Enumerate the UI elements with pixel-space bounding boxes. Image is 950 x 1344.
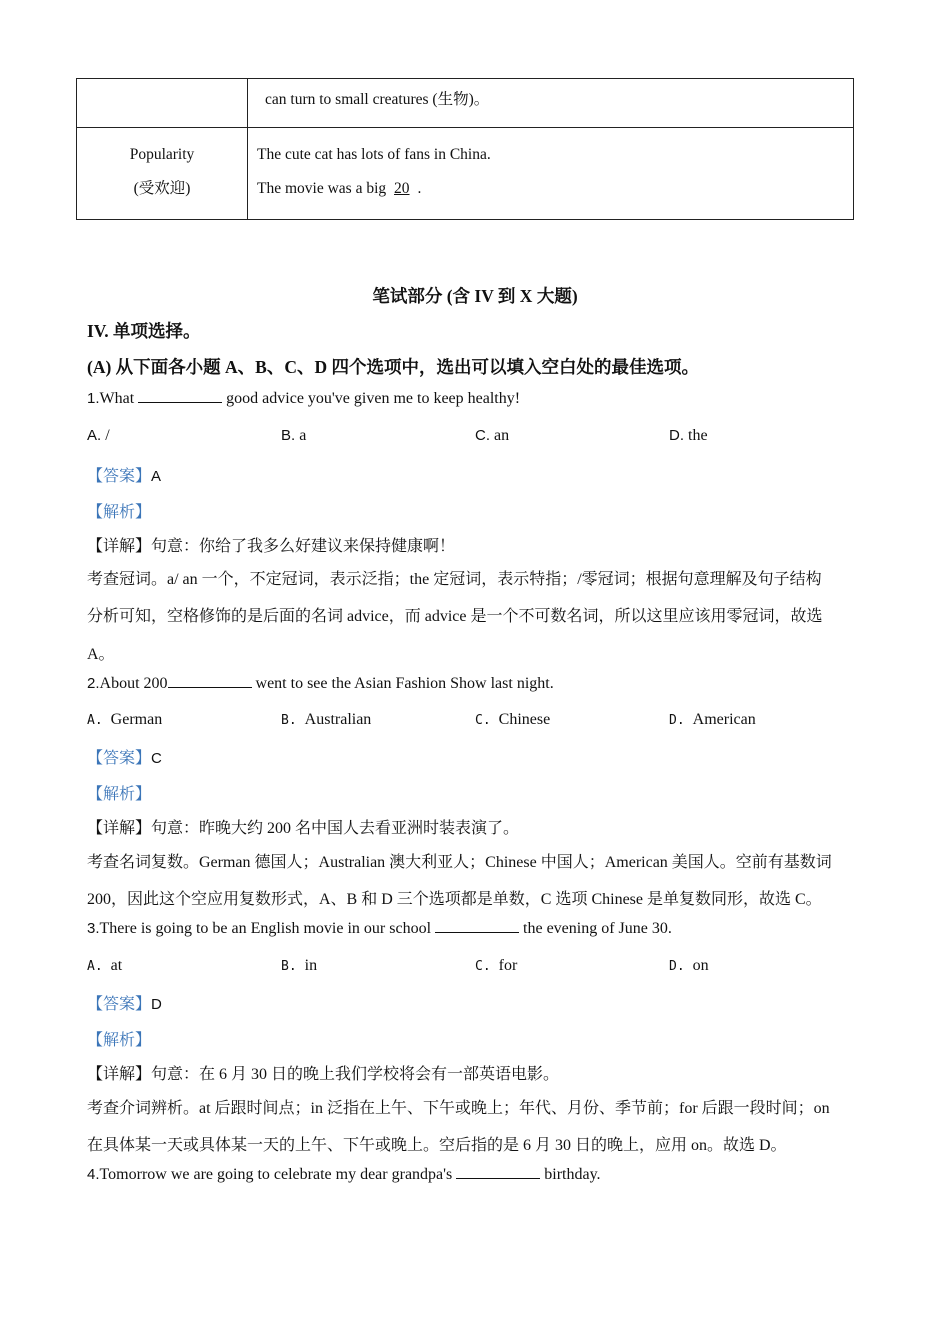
option-letter: D. [669,427,684,444]
answer-value: A [151,468,162,485]
detail-label: 【详解】 [87,1066,152,1083]
option-letter: D. [669,713,685,728]
analysis-label: 【解析】 [87,504,152,521]
detail-label: 【详解】 [87,820,152,837]
table-text-pre: The movie was a big [257,180,387,197]
analysis-label: 【解析】 [87,786,152,803]
question-text-pre: Tomorrow we are going to celebrate my dear grandpa's [99,1166,453,1183]
answer-blank [456,1166,540,1179]
option-a [87,711,162,729]
answer-blank [138,390,222,403]
table-text: can turn to small creatures (生物)。 [265,91,490,108]
instruction: (A) 从下面各小题 A、B、C、D 四个选项中，选出可以填入空白处的最佳选项。 [87,357,700,377]
option-b [281,711,371,729]
answer-blank [168,675,252,688]
table-row [77,128,854,220]
blank-20: 20 [394,180,410,197]
table-text-post: . [417,180,422,197]
option-letter: C. [475,959,491,974]
question-text-pre: What [99,390,135,407]
option-c [475,427,509,445]
option-text: American [692,711,756,728]
option-text: an [494,427,510,444]
question-text-post: the evening of June 30. [523,920,672,937]
option-text: / [105,427,110,444]
option-c [475,957,517,975]
question-number: 1. [87,390,100,407]
table-cell [248,79,854,128]
table-text: The cute cat has lots of fans in China. [257,146,491,163]
question-text-pre: There is going to be an English movie in our school [99,920,432,937]
question-number: 4. [87,1166,100,1183]
option-d [669,427,708,445]
option-text: at [110,957,123,974]
question-text-pre: About 200 [99,675,168,692]
section-title: 笔试部分 (含 IV 到 X 大题) [372,286,578,306]
detail-line [87,815,519,838]
option-letter: B. [281,713,297,728]
explanation-line: 分析可知，空格修饰的是后面的名词 advice，而 advice 是一个不可数名词，所以这里应该用零冠词，故选 [87,608,823,625]
answer-line [87,991,162,1014]
detail-line [87,533,455,556]
explanation-line: 200，因此这个空应用复数形式，A、B 和 D 三个选项都是单数，C 选项 Chinese 是单复数同形，故选 C。 [87,891,822,908]
analysis-label: 【解析】 [87,1032,152,1049]
question-4 [87,1166,601,1184]
option-c [475,711,550,729]
table-cell-term [77,128,248,220]
question-1 [87,390,520,408]
detail-text: 句意：昨晚大约 200 名中国人去看亚洲时装表演了。 [151,820,520,837]
option-letter: A. [87,427,102,444]
vocab-table [76,78,854,220]
question-number: 2. [87,675,100,692]
option-b [281,427,306,445]
option-text: the [688,427,708,444]
detail-line [87,1061,559,1084]
option-d [669,957,709,975]
table-cell [248,128,854,220]
option-letter: A. [87,713,103,728]
term-english: Popularity [129,146,195,163]
option-letter: C. [475,713,491,728]
option-text: a [299,427,307,444]
table-row [77,79,854,128]
table-text [257,172,853,206]
question-3 [87,920,672,938]
question-number: 3. [87,920,100,937]
table-cell-empty [77,79,248,128]
detail-label: 【详解】 [87,538,152,555]
detail-text: 句意：你给了我多么好建议来保持健康啊！ [151,538,456,555]
explanation-line: A。 [87,646,115,663]
option-text: German [110,711,163,728]
question-text-post: birthday. [544,1166,601,1183]
answer-value: D [151,996,162,1013]
option-d [669,711,756,729]
option-text: Australian [304,711,372,728]
explanation-line: 考查介词辨析。at 后跟时间点；in 泛指在上午、下午或晚上；年代、月份、季节前；for 后跟一段时间；on [87,1100,830,1117]
term-chinese: (受欢迎) [133,180,191,197]
answer-label: 【答案】 [87,750,152,767]
question-text-post: went to see the Asian Fashion Show last night. [255,675,554,692]
answer-line [87,745,162,768]
answer-blank [435,920,519,933]
option-a [87,427,110,445]
detail-text: 句意：在 6 月 30 日的晚上我们学校将会有一部英语电影。 [151,1066,560,1083]
explanation-line: 在具体某一天或具体某一天的上午、下午或晚上。空后指的是 6 月 30 日的晚上，应用 on。故选 D。 [87,1137,787,1154]
answer-label: 【答案】 [87,468,152,485]
option-letter: D. [669,959,685,974]
option-text: Chinese [498,711,551,728]
explanation-line: 考查冠词。a/ an 一个，不定冠词，表示泛指；the 定冠词，表示特指；/零冠词；根据句意理解及句子结构 [87,571,822,588]
option-text: in [304,957,318,974]
question-text-post: good advice you've given me to keep healthy! [226,390,521,407]
answer-value: C [151,750,162,767]
option-text: for [498,957,518,974]
question-2 [87,675,554,693]
option-a [87,957,122,975]
option-letter: A. [87,959,103,974]
part-heading: IV. 单项选择。 [87,321,201,341]
option-letter: B. [281,427,296,444]
answer-line [87,463,161,486]
explanation-line: 考查名词复数。German 德国人；Australian 澳大利亚人；Chinese 中国人；American 美国人。空前有基数词 [87,854,832,871]
option-letter: C. [475,427,490,444]
option-letter: B. [281,959,297,974]
answer-label: 【答案】 [87,996,152,1013]
option-b [281,957,317,975]
option-text: on [692,957,709,974]
